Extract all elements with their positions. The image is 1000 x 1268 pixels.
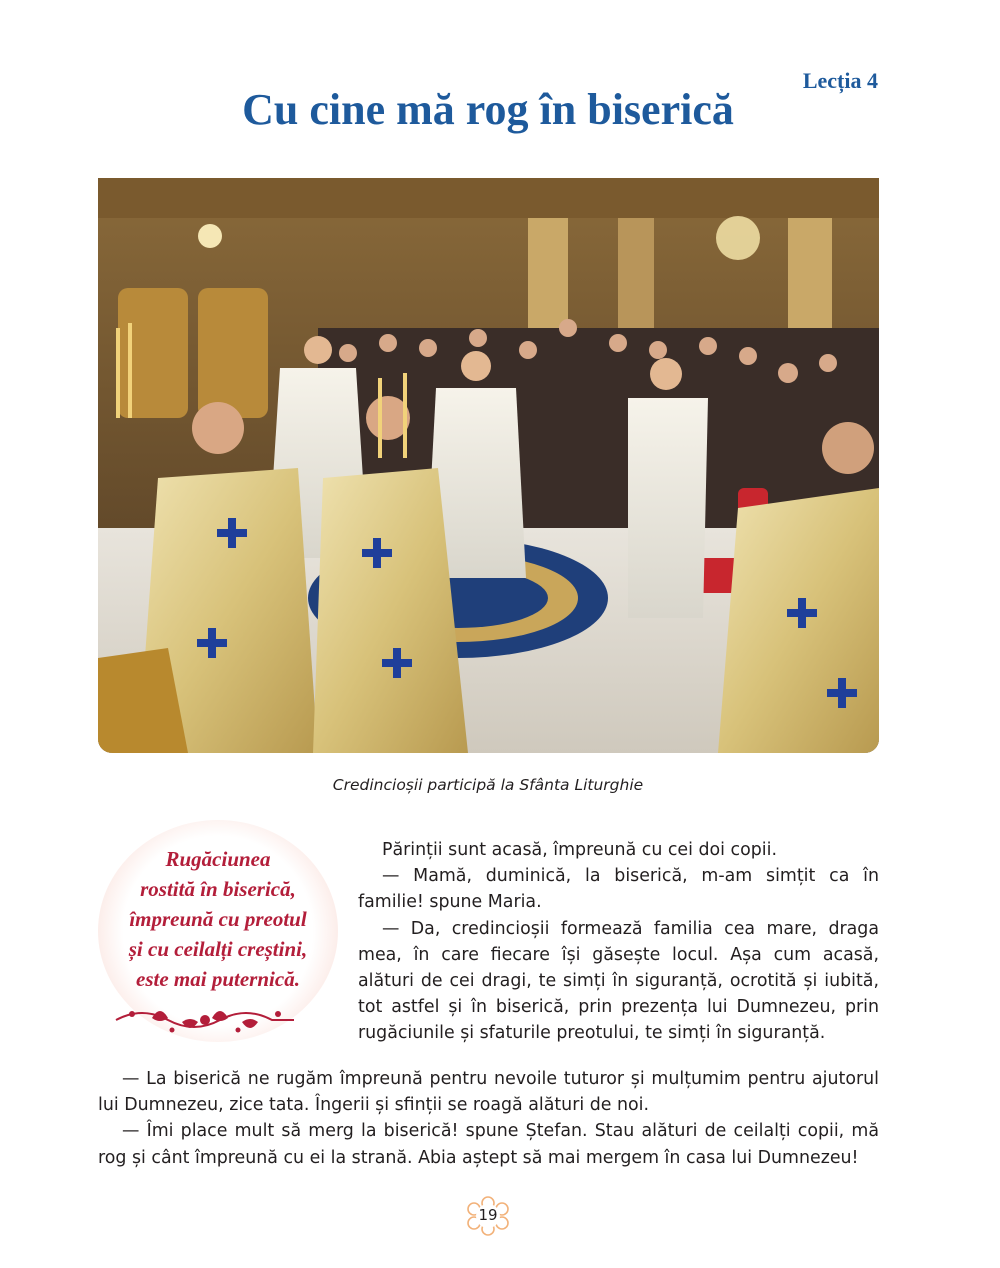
quote-line: este mai puternică. (136, 967, 300, 991)
floral-ornament-icon (112, 1000, 298, 1036)
quote-line: și cu ceilalți creștini, (128, 937, 308, 961)
story-paragraph: — La biserică ne rugăm împreună pentru nevoile tuturor și mulțumim pentru ajutorul lui Dumnezeu, zice tata. Îngerii și sfinții se roagă alături de noi. (98, 1069, 879, 1116)
photo-caption: Credincioșii participă la Sfânta Liturghie (332, 776, 644, 794)
story-paragraph: Părinții sunt acasă, împreună cu cei doi copii. (382, 840, 777, 860)
lesson-label: Lecția 4 (802, 68, 878, 93)
story-top-block (358, 837, 879, 1047)
page-title: Cu cine mă rog în biserică (242, 85, 734, 134)
story-paragraph: — Mamă, duminică, la biserică, m-am simțit ca în familie! spune Maria. (358, 866, 879, 913)
quote-line: Rugăciunea (165, 847, 271, 871)
quote-line: împreună cu preotul (129, 907, 307, 931)
story-paragraph: — Îmi place mult să merg la biserică! spune Ștefan. Stau alături de ceilalți copii, mă rog și cânt împreună cu ei la strană. Abia aștept să mai mergem în casa lui Dumnezeu! (98, 1121, 879, 1168)
page-number: 19 (478, 1206, 498, 1224)
page-number-badge (462, 1196, 514, 1236)
story-paragraph: — Da, credincioșii formează familia cea mare, draga mea, în care fiecare își găsește locul. Așa cum acasă, alături de cei dragi, te simți în siguranță, ocrotită și iubită, tot astfel și în biserică, prin prezența lui Dumnezeu, prin rugăciunile și sfaturile preotului, te simți în siguranță. (358, 918, 879, 1044)
story-bottom-block (98, 1066, 879, 1171)
liturgy-photo (98, 178, 879, 753)
sidebar-quote (108, 844, 328, 994)
quote-line: rostită în biserică, (140, 877, 296, 901)
